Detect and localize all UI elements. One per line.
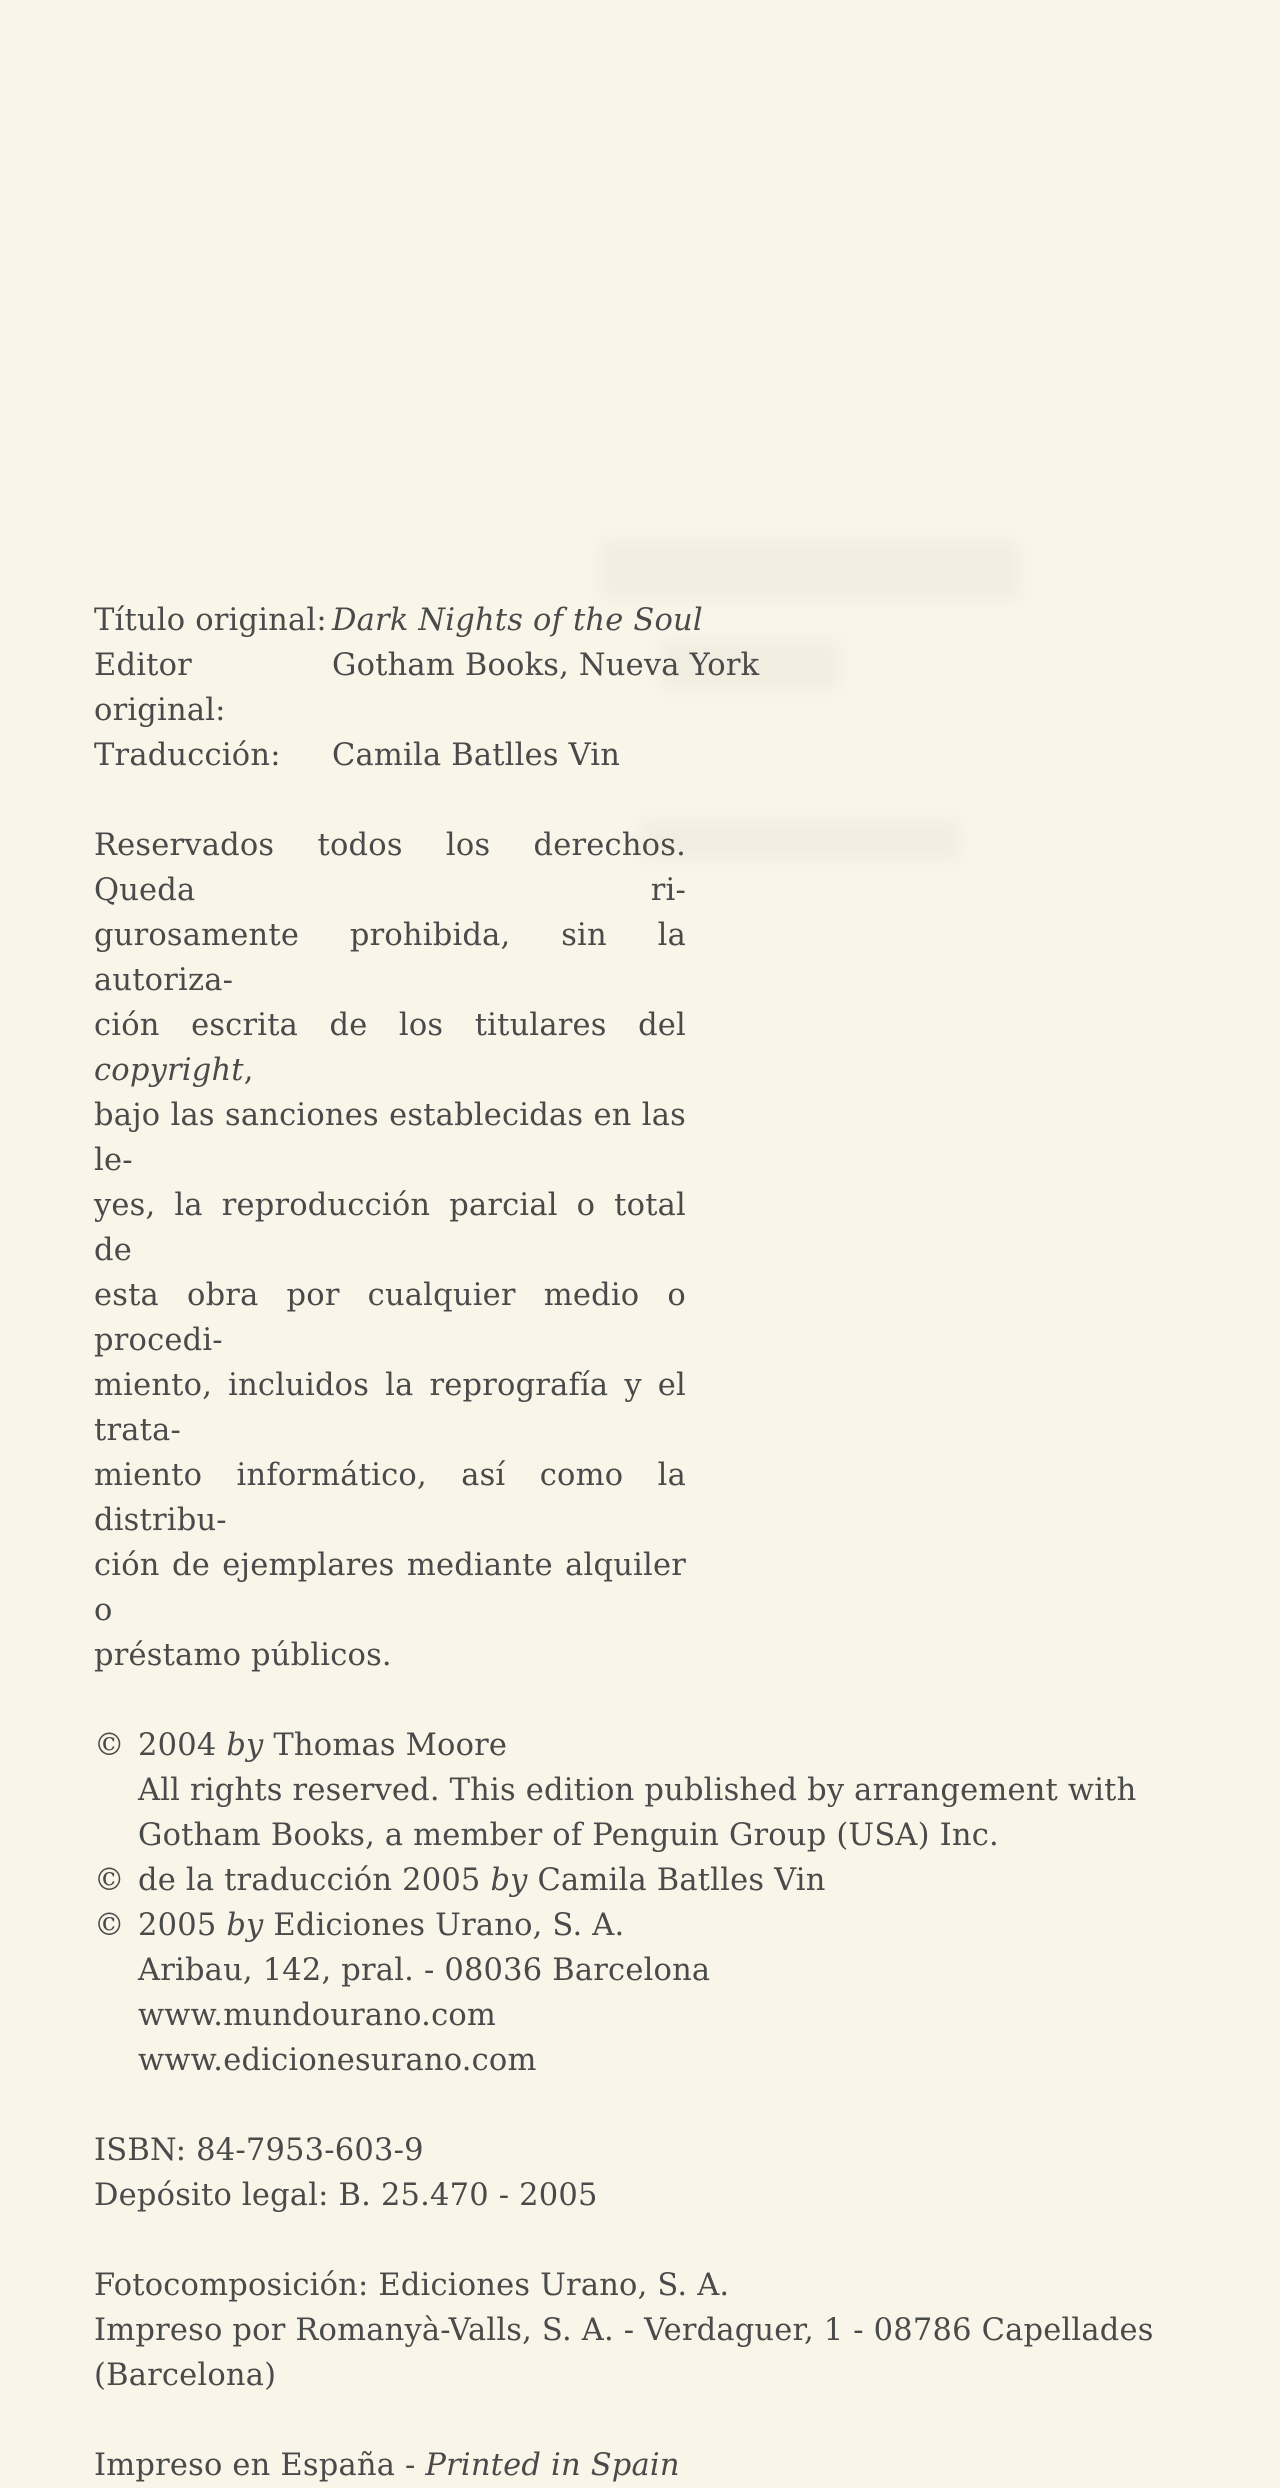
impreso-por-city: (Barcelona) (94, 2358, 277, 2393)
publisher-website: www.mundourano.com (138, 1998, 497, 2033)
copyright-word-suffix: , (243, 1053, 254, 1088)
fotocomposicion: Fotocomposición: Ediciones Urano, S. A. (94, 2268, 730, 2303)
copyright-symbol: © (94, 1728, 125, 1763)
rights-line: yes, la reproducción parcial o total de (94, 1188, 686, 1268)
copyright-block (94, 1723, 1214, 2083)
credit-row (94, 643, 1214, 733)
credit-value: Dark Nights of the Soul (332, 603, 703, 638)
credit-value: Camila Batlles Vin (332, 738, 621, 773)
rights-line: miento informático, así como la distribu- (94, 1458, 686, 1538)
copyright-year: 2005 (138, 1908, 217, 1943)
copyright-holder: Camila Batlles Vin (537, 1863, 826, 1898)
isbn: ISBN: 84-7953-603-9 (94, 2133, 424, 2168)
publisher-website: www.edicionesurano.com (138, 2043, 537, 2078)
copyright-by: by (490, 1863, 528, 1898)
copyright-entry (94, 1903, 1214, 1948)
imprint-block (94, 598, 1214, 2488)
rights-line: Reservados todos los derechos. Queda ri- (94, 828, 686, 908)
credit-row (94, 598, 1214, 643)
copyright-entry (94, 1723, 1214, 1768)
printed-in-es: Impreso en España - (94, 2448, 426, 2483)
copyright-word: copyright (94, 1053, 244, 1088)
printed-in-en: Printed in Spain (425, 2448, 680, 2483)
credit-label: Editor original: (94, 648, 226, 728)
rights-line-text: ción escrita de los titulares del (94, 1008, 686, 1043)
rights-line: gurosamente prohibida, sin la autoriza- (94, 918, 686, 998)
copyright-holder: Thomas Moore (273, 1728, 508, 1763)
publisher-address: Aribau, 142, pral. - 08036 Barcelona (138, 1953, 711, 1988)
credit-row (94, 733, 1214, 778)
rights-line (94, 1003, 686, 1093)
deposito-legal: Depósito legal: B. 25.470 - 2005 (94, 2178, 598, 2213)
copyright-year: 2004 (138, 1728, 217, 1763)
bleed-through-band (600, 540, 1020, 600)
impreso-por: Impreso por Romanyà-Valls, S. A. - Verdaguer, 1 - 08786 Capellades (94, 2313, 1154, 2348)
printed-in (94, 2443, 1214, 2488)
credit-value: Gotham Books, Nueva York (332, 648, 760, 683)
credits-block (94, 598, 1214, 778)
copyright-entry (94, 1858, 1214, 1903)
copyright-note: All rights reserved. This edition published by arrangement with (138, 1773, 1137, 1808)
rights-line: préstamo públicos. (94, 1638, 392, 1673)
copyright-by: by (226, 1908, 264, 1943)
printer-block (94, 2263, 1214, 2398)
copyright-by: by (226, 1728, 264, 1763)
rights-paragraph (94, 823, 686, 1678)
credit-label: Título original: (94, 603, 327, 638)
copyright-holder: Ediciones Urano, S. A. (273, 1908, 625, 1943)
rights-line: miento, incluidos la reprografía y el trata- (94, 1368, 686, 1448)
rights-line: esta obra por cualquier medio o procedi- (94, 1278, 686, 1358)
isbn-block (94, 2128, 1214, 2218)
rights-line: bajo las sanciones establecidas en las le- (94, 1098, 686, 1178)
copyright-note: Gotham Books, a member of Penguin Group (USA) Inc. (138, 1818, 999, 1853)
rights-line: ción de ejemplares mediante alquiler o (94, 1548, 686, 1628)
credit-label: Traducción: (94, 738, 281, 773)
copyright-prefix: de la traducción 2005 (138, 1863, 481, 1898)
copyright-symbol: © (94, 1863, 125, 1898)
copyright-symbol: © (94, 1908, 125, 1943)
